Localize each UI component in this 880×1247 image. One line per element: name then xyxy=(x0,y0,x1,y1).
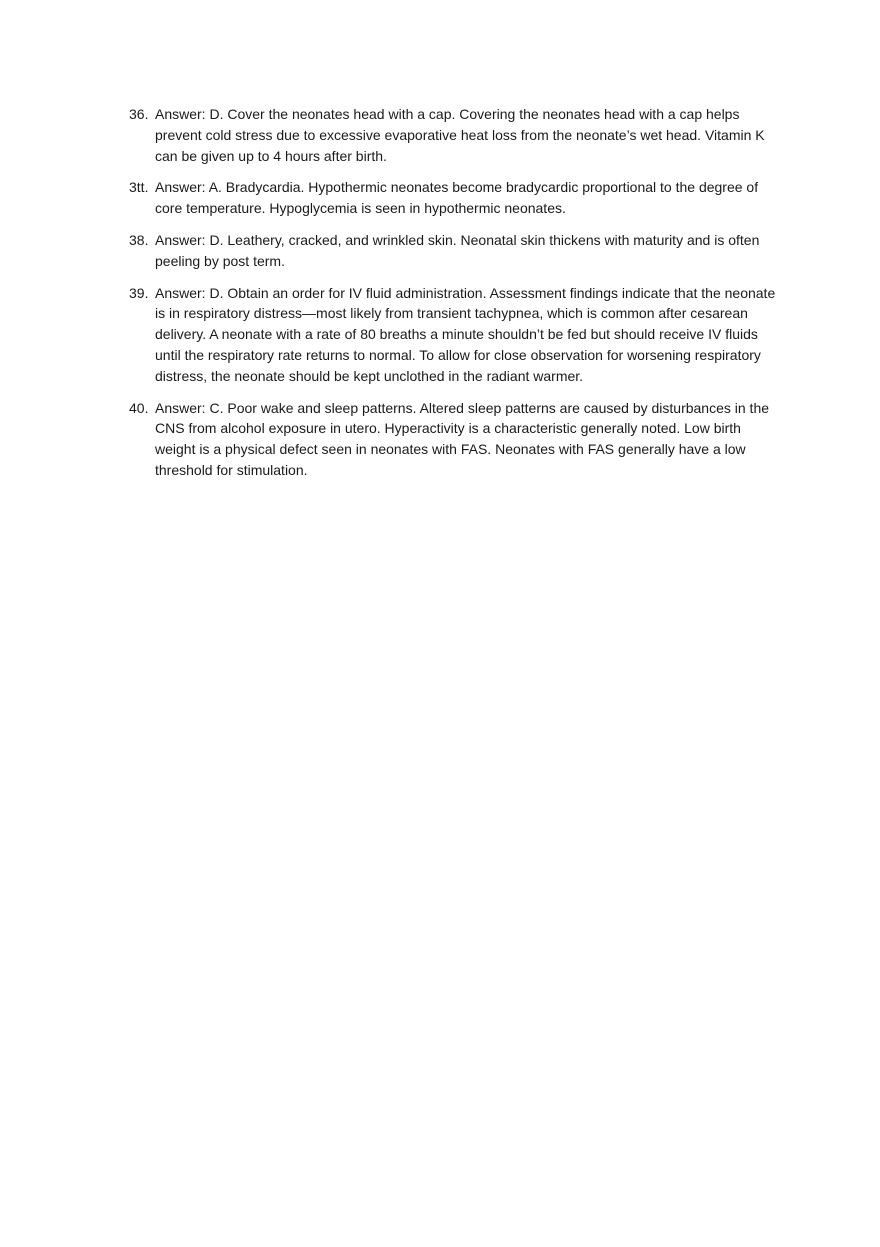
answer-text: Answer: D. Obtain an order for IV fluid administration. Assessment findings indicate that the neonate is in respiratory distress—most likely from transient tachypnea, which is common after cesarean delivery. A neonate with a rate of 80 breaths a minute shouldn’t be fed but should receive IV fluids until the respiratory rate returns to normal. To allow for close observation for worsening respiratory distress, the neonate should be kept unclothed in the radiant warmer. xyxy=(155,284,776,384)
answer-item-38 xyxy=(129,230,781,272)
answer-number: 36. xyxy=(129,106,149,122)
answer-item-37 xyxy=(129,177,781,219)
answer-text: Answer: C. Poor wake and sleep patterns. Altered sleep patterns are caused by disturbances in the CNS from alcohol exposure in utero. Hyperactivity is a characteristic generally noted. Low birth weight is a physical defect seen in neonates with FAS. Neonates with FAS generally have a low threshold for stimulation. xyxy=(155,399,770,478)
answer-number: 40. xyxy=(129,399,149,416)
answer-number: 39. xyxy=(129,284,149,301)
answer-item-40 xyxy=(129,398,781,481)
answer-list xyxy=(129,104,781,492)
answer-text: Answer: A. Bradycardia. Hypothermic neonates become bradycardic proportional to the degree of core temperature. Hypoglycemia is seen in hypothermic neonates. xyxy=(155,179,759,217)
answer-item-36 xyxy=(129,104,781,166)
answer-number: 3tt. xyxy=(129,179,149,196)
answer-text: Answer: D. Leathery, cracked, and wrinkled skin. Neonatal skin thickens with maturity and is often peeling by post term. xyxy=(155,231,760,269)
answer-text: Answer: D. Cover the neonates head with a cap. Covering the neonates head with a cap helps prevent cold stress due to excessive evaporative heat loss from the neonate’s wet head. Vitamin K can be given up to 4 hours after birth. xyxy=(155,106,765,164)
answer-item-39 xyxy=(129,283,781,387)
answer-number: 38. xyxy=(129,231,149,248)
